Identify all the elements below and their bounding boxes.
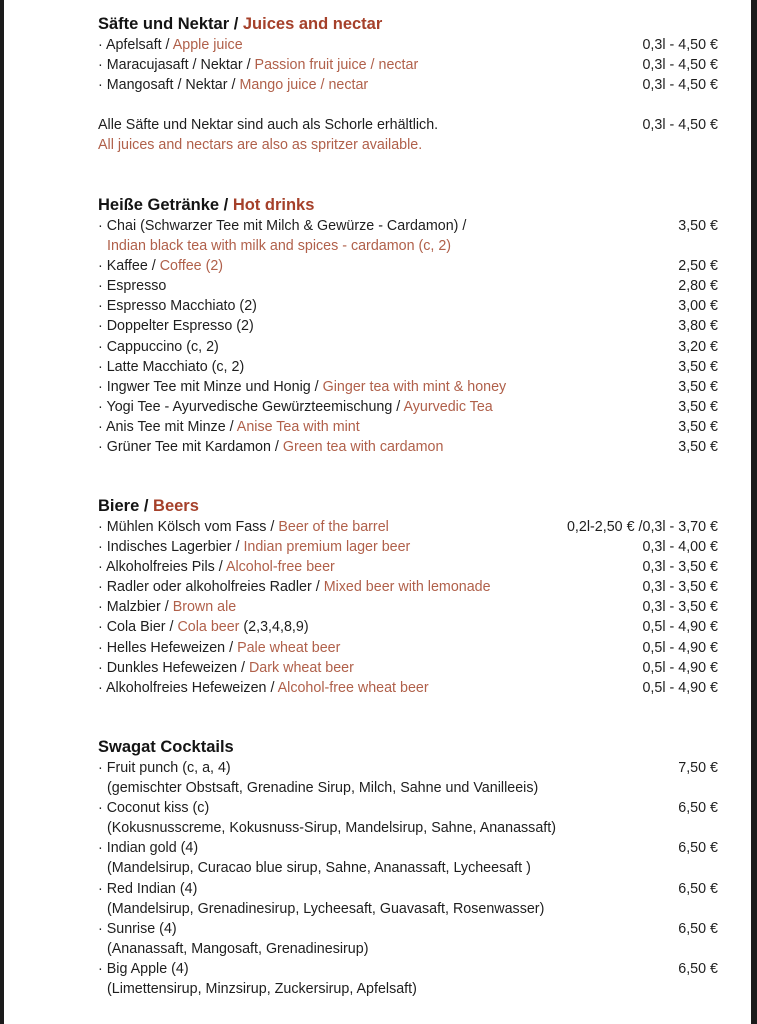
text: (Limettensirup, Minzsirup, Zuckersirup, Apfelsaft) — [107, 981, 417, 998]
item-label — [98, 537, 410, 557]
text: Mango juice / nectar — [239, 77, 369, 94]
text: · Kaffee / — [98, 258, 160, 275]
text: Dark wheat beer — [248, 659, 354, 676]
price: 0,5l - 4,90 € — [642, 619, 718, 636]
menu-item — [98, 256, 718, 276]
text: Cola beer — [177, 619, 240, 636]
text: Juices and nectar — [242, 15, 383, 33]
price: 3,80 € — [678, 318, 718, 335]
text: (Ananassaft, Mangosaft, Grenadinesirup) — [107, 940, 369, 957]
cocktail-item — [98, 959, 718, 979]
price: 0,3l - 4,50 € — [642, 77, 718, 94]
price: 6,50 € — [678, 920, 718, 937]
text: · Red Indian (4) — [98, 880, 198, 897]
menu-item — [98, 377, 718, 397]
text: Coffee (2) — [159, 258, 224, 275]
text: · Anis Tee mit Minze / — [98, 418, 237, 435]
item-label — [98, 577, 491, 597]
text: Alle Säfte und Nektar sind auch als Schorle erhältlich. — [98, 117, 439, 134]
text: · Radler oder alkoholfreies Radler / — [98, 579, 324, 596]
menu-item — [98, 597, 718, 617]
cocktail-desc — [98, 858, 718, 878]
item-label — [98, 638, 340, 658]
price: 0,3l - 3,50 € — [642, 559, 718, 576]
price: 3,50 € — [678, 378, 718, 395]
menu-item — [98, 638, 718, 658]
menu-item — [98, 296, 718, 316]
price: 2,50 € — [678, 258, 718, 275]
section-cocktails — [98, 736, 718, 999]
item-label — [98, 617, 309, 637]
price: 3,00 € — [678, 298, 718, 315]
text: · Grüner Tee mit Kardamon / — [98, 439, 283, 456]
item-label — [98, 35, 243, 55]
section-hot-drinks — [98, 194, 718, 457]
menu-item — [98, 437, 718, 457]
text: · Espresso Macchiato (2) — [98, 298, 257, 315]
text: · Doppelter Espresso (2) — [98, 318, 254, 335]
text: Biere / — [98, 497, 154, 515]
text: · Malzbier / — [98, 599, 173, 616]
text: · Dunkles Hefeweizen / — [98, 659, 249, 676]
section-title-juices — [98, 13, 718, 35]
menu-item-chai-en — [98, 236, 718, 256]
menu-item — [98, 678, 718, 698]
cocktail-item — [98, 838, 718, 858]
menu-item — [98, 337, 718, 357]
text: Pale wheat beer — [237, 639, 341, 656]
menu-item — [98, 357, 718, 377]
text: · Alkoholfreies Hefeweizen / — [98, 679, 278, 696]
text: Brown ale — [172, 599, 237, 616]
section-title-hot-drinks — [98, 194, 718, 216]
item-label — [98, 658, 354, 678]
menu-item — [98, 517, 718, 537]
text: (Mandelsirup, Grenadinesirup, Lycheesaft, Guavasaft, Rosenwasser) — [107, 900, 545, 917]
text: · Helles Hefeweizen / — [98, 639, 238, 656]
item-label — [98, 316, 254, 336]
price: 3,20 € — [678, 338, 718, 355]
item-label — [98, 256, 223, 276]
menu-item-chai — [98, 216, 718, 236]
text: Apple juice — [172, 37, 243, 53]
text: · Cappuccino (c, 2) — [98, 338, 219, 355]
text: Mixed beer with lemonade — [323, 579, 491, 596]
price: 0,3l - 4,50 € — [642, 57, 718, 74]
menu-item — [98, 316, 718, 336]
text: (gemischter Obstsaft, Grenadine Sirup, Milch, Sahne und Vanilleeis) — [107, 780, 539, 797]
price: 0,3l - 3,50 € — [642, 579, 718, 596]
text: (2,3,4,8,9) — [239, 619, 309, 636]
text: · Fruit punch (c, a, 4) — [98, 760, 231, 776]
text: · Chai (Schwarzer Tee mit Milch & Gewürze - Cardamon) / — [98, 218, 467, 234]
text: Beer of the barrel — [278, 519, 389, 535]
price: 0,5l - 4,90 € — [642, 659, 718, 676]
price: 0,2l-2,50 € /0,3l - 3,70 € — [566, 519, 718, 535]
price: 0,5l - 4,90 € — [642, 679, 718, 696]
text: Hot drinks — [232, 196, 315, 214]
price: 6,50 € — [678, 800, 718, 817]
text: Ayurvedic Tea — [403, 398, 493, 415]
price: 3,50 € — [678, 358, 718, 375]
section-title-cocktails: Swagat Cocktails — [98, 738, 234, 756]
price: 7,50 € — [678, 760, 718, 776]
cocktail-desc — [98, 778, 718, 798]
price: 0,3l - 4,00 € — [642, 539, 718, 556]
price: 0,5l - 4,90 € — [642, 639, 718, 656]
cocktail-desc — [98, 979, 718, 999]
text: Ginger tea with mint & honey — [322, 378, 507, 395]
menu-item — [98, 35, 718, 55]
item-label — [98, 55, 418, 75]
price: 6,50 € — [678, 840, 718, 857]
text: · Ingwer Tee mit Minze und Honig / — [98, 378, 323, 395]
item-label — [98, 678, 429, 698]
spritzer-note-en — [98, 135, 718, 155]
text: Indian premium lager beer — [243, 539, 411, 556]
text: Alcohol-free wheat beer — [277, 679, 429, 696]
text: · Yogi Tee - Ayurvedische Gewürzteemischung / — [98, 398, 404, 415]
section-title-beers — [98, 495, 718, 517]
price: 3,50 € — [678, 439, 718, 456]
text: · Big Apple (4) — [98, 960, 189, 977]
item-label — [98, 276, 166, 296]
text: Green tea with cardamon — [282, 439, 444, 456]
menu-item — [98, 75, 718, 95]
text: · Latte Macchiato (c, 2) — [98, 358, 245, 375]
text: Indian black tea with milk and spices - cardamon (c, 2) — [107, 238, 452, 255]
cocktail-desc — [98, 818, 718, 838]
text: · Espresso — [98, 278, 167, 295]
spritzer-note — [98, 115, 718, 135]
menu-item — [98, 557, 718, 577]
text: · Sunrise (4) — [98, 920, 177, 937]
item-label — [98, 377, 506, 397]
item-label — [98, 397, 493, 417]
menu-item — [98, 577, 718, 597]
item-label — [98, 597, 236, 617]
item-label — [98, 75, 368, 95]
menu-item — [98, 537, 718, 557]
text: · Maracujasaft / Nektar / — [98, 57, 255, 74]
text: (Mandelsirup, Curacao blue sirup, Sahne, Ananassaft, Lycheesaft ) — [107, 860, 531, 877]
menu-item — [98, 55, 718, 75]
price: 2,80 € — [678, 278, 718, 295]
section-beers — [98, 495, 718, 698]
item-label — [98, 557, 335, 577]
item-label — [98, 357, 244, 377]
text: · Mühlen Kölsch vom Fass / — [98, 519, 279, 535]
text: Alcohol-free beer — [225, 559, 335, 576]
cocktail-desc — [98, 939, 718, 959]
price: 6,50 € — [678, 960, 718, 977]
text: · Alkoholfreies Pils / — [98, 559, 226, 576]
menu-item — [98, 417, 718, 437]
cocktail-item — [98, 758, 718, 778]
item-label — [98, 296, 257, 316]
item-label — [98, 517, 389, 537]
text: Säfte und Nektar / — [98, 15, 243, 33]
price: 3,50 € — [678, 218, 718, 234]
text: Heiße Getränke / — [98, 196, 233, 214]
cocktail-desc — [98, 899, 718, 919]
item-label — [98, 437, 443, 457]
text: Beers — [153, 497, 199, 515]
price: 0,3l - 4,50 € — [642, 117, 718, 134]
section-juices — [98, 13, 718, 155]
cocktail-item — [98, 798, 718, 818]
price: 6,50 € — [678, 880, 718, 897]
price: 3,50 € — [678, 418, 718, 435]
price: 0,3l - 4,50 € — [642, 37, 718, 53]
cocktail-item — [98, 919, 718, 939]
text: (Kokusnusscreme, Kokusnuss-Sirup, Mandelsirup, Sahne, Ananassaft) — [107, 820, 556, 837]
text: · Indian gold (4) — [98, 840, 199, 857]
menu-item — [98, 397, 718, 417]
text: All juices and nectars are also as spritzer available. — [98, 137, 423, 154]
text: · Mangosaft / Nektar / — [98, 77, 240, 94]
text: · Cola Bier / — [98, 619, 178, 636]
item-label — [98, 417, 360, 437]
price: 0,3l - 3,50 € — [642, 599, 718, 616]
price: 3,50 € — [678, 398, 718, 415]
menu-item — [98, 658, 718, 678]
text: Passion fruit juice / nectar — [254, 57, 419, 74]
text: Anise Tea with mint — [236, 418, 360, 435]
cocktail-item — [98, 879, 718, 899]
text: · Coconut kiss (c) — [98, 800, 210, 817]
menu-page — [4, 0, 751, 1024]
menu-item — [98, 276, 718, 296]
text: · Apfelsaft / — [98, 37, 173, 53]
item-label — [98, 337, 219, 357]
menu-item — [98, 617, 718, 637]
text: · Indisches Lagerbier / — [98, 539, 244, 556]
